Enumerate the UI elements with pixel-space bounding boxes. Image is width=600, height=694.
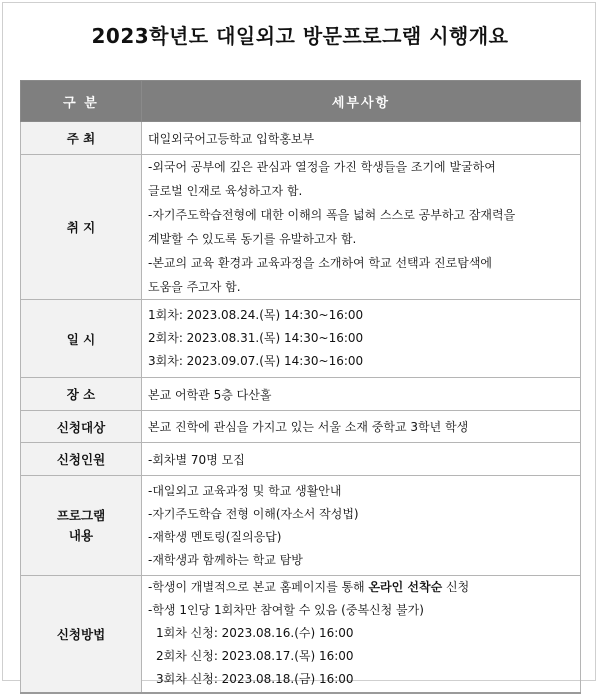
header-details: 세부사항 xyxy=(142,81,581,122)
purpose-line: 도움을 주고자 함. xyxy=(148,280,241,294)
apply-session-line: 1회차 신청: 2023.08.16.(수) 16:00 xyxy=(156,626,354,641)
value-apply xyxy=(142,576,581,693)
row-apply xyxy=(21,576,581,693)
label-capacity: 신청인원 xyxy=(21,443,142,476)
value-dates xyxy=(142,300,581,378)
online-first-come-text: 온라인 선착순 xyxy=(368,580,443,595)
value-host: 대일외국어고등학교 입학홍보부 xyxy=(142,122,581,155)
program-label-line: 프로그램 xyxy=(56,507,106,523)
label-apply: 신청방법 xyxy=(21,576,142,693)
purpose-line: 계발할 수 있도록 동기를 유발하고자 함. xyxy=(148,232,357,246)
program-line: -자기주도학습 전형 이해(자소서 작성법) xyxy=(148,506,359,521)
label-venue: 장 소 xyxy=(21,378,142,411)
row-capacity xyxy=(21,443,581,476)
label-target: 신청대상 xyxy=(21,411,142,443)
date-line: 2회차: 2023.08.31.(목) 14:30~16:00 xyxy=(148,331,364,345)
label-purpose: 취 지 xyxy=(21,155,142,300)
purpose-line: -외국어 공부에 깊은 관심과 열정을 가진 학생들을 조기에 발굴하여 xyxy=(148,160,496,174)
label-host: 주 최 xyxy=(21,122,142,155)
program-line: -대일외고 교육과정 및 학교 생활안내 xyxy=(148,483,342,498)
program-label-line: 내용 xyxy=(68,527,94,543)
date-line: 1회차: 2023.08.24.(목) 14:30~16:00 xyxy=(148,308,364,322)
row-target xyxy=(21,411,581,443)
label-dates: 일 시 xyxy=(21,300,142,378)
apply-session-line: 3회차 신청: 2023.08.18.(금) 16:00 xyxy=(156,672,354,687)
label-program xyxy=(21,476,142,576)
table-header-row xyxy=(21,81,581,122)
apply-session-line: 2회차 신청: 2023.08.17.(목) 16:00 xyxy=(156,649,354,664)
value-program xyxy=(142,476,581,576)
row-host xyxy=(21,122,581,155)
program-line: -재학생 멘토링(질의응답) xyxy=(148,529,282,544)
row-program xyxy=(21,476,581,576)
row-dates xyxy=(21,300,581,378)
date-line: 3회차: 2023.09.07.(목) 14:30~16:00 xyxy=(148,354,364,368)
value-purpose xyxy=(142,155,581,300)
purpose-line: -자기주도학습전형에 대한 이해의 폭을 넓혀 스스로 공부하고 잠재력을 xyxy=(148,208,516,222)
value-target: 본교 진학에 관심을 가지고 있는 서울 소재 중학교 3학년 학생 xyxy=(142,411,581,443)
page-title: 2023학년도 대일외고 방문프로그램 시행개요 xyxy=(91,24,509,48)
header-category: 구 분 xyxy=(21,81,142,122)
apply-line-2: -학생 1인당 1회차만 참여할 수 있음 (중복신청 불가) xyxy=(148,603,424,618)
value-venue: 본교 어학관 5층 다산홀 xyxy=(142,378,581,411)
row-purpose xyxy=(21,155,581,300)
overview-table xyxy=(20,80,581,694)
purpose-line: -본교의 교육 환경과 교육과정을 소개하여 학교 선택과 진로탐색에 xyxy=(148,256,493,270)
apply-line-1: -학생이 개별적으로 본교 홈페이지를 통해 온라인 선착순 신청 xyxy=(148,580,470,595)
value-capacity: -회차별 70명 모집 xyxy=(142,443,581,476)
purpose-line: 글로벌 인재로 육성하고자 함. xyxy=(148,184,303,198)
program-line: -재학생과 함께하는 학교 탐방 xyxy=(148,552,303,567)
row-venue xyxy=(21,378,581,411)
